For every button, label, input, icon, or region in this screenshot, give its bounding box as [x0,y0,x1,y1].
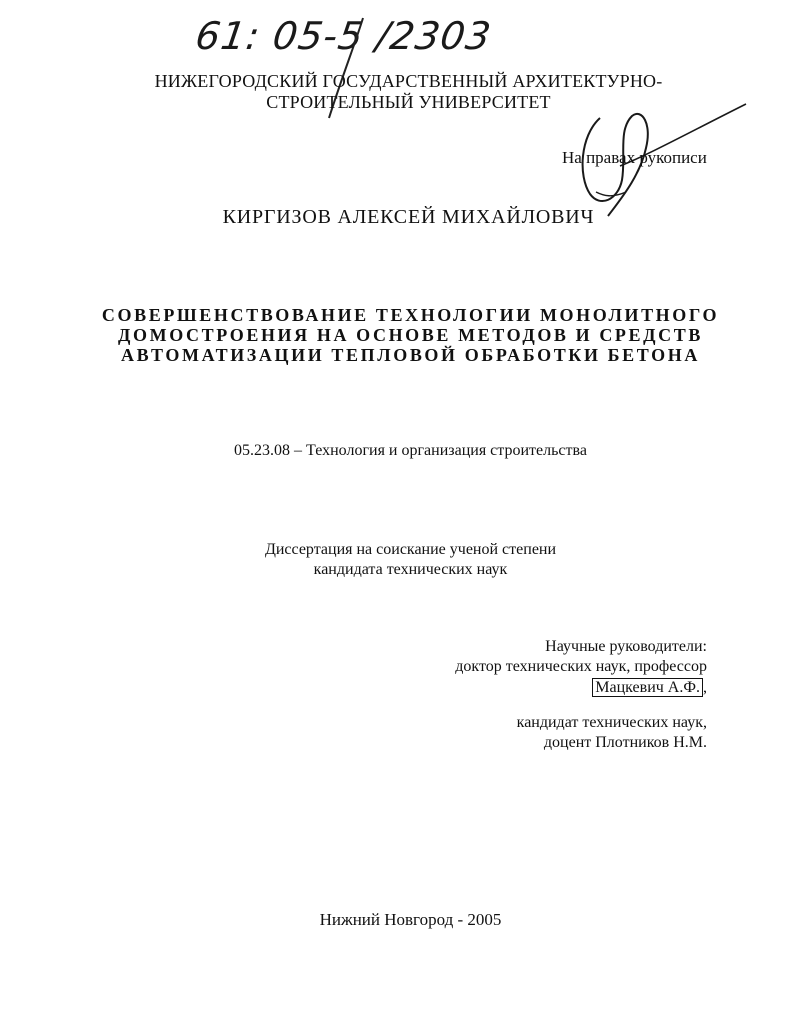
handwritten-archive-number: 61: 05-5 /2303 [192,14,495,58]
university-name-line-2: СТРОИТЕЛЬНЫЙ УНИВЕРСИТЕТ [266,92,551,112]
thesis-title-line-3: АВТОМАТИЗАЦИИ ТЕПЛОВОЙ ОБРАБОТКИ БЕТОНА [121,345,700,365]
second-supervisor-title: кандидат технических наук, [516,714,707,731]
specialty-code: 05.23.08 – Технология и организация строительства [234,442,587,459]
second-supervisor-name: доцент Плотников Н.М. [543,734,707,751]
thesis-title-line-1: СОВЕРШЕНСТВОВАНИЕ ТЕХНОЛОГИИ МОНОЛИТНОГО [101,305,720,325]
thesis-title-line-2: ДОМОСТРОЕНИЯ НА ОСНОВЕ МЕТОДОВ И СРЕДСТВ [118,325,703,345]
dissertation-degree-line-1: Диссертация на соискание ученой степени [264,541,557,558]
first-supervisor [592,678,707,698]
university-name-line-1: НИЖЕГОРОДСКИЙ ГОСУДАРСТВЕННЫЙ АРХИТЕКТУРНО- [154,71,663,91]
first-supervisor-suffix: , [703,679,707,696]
author-name: КИРГИЗОВ АЛЕКСЕЙ МИХАЙЛОВИЧ [222,206,595,228]
first-supervisor-name: Мацкевич А.Ф. [592,678,703,697]
city-and-year: Нижний Новгород - 2005 [319,910,502,929]
first-supervisor-title: доктор технических наук, профессор [455,658,707,675]
manuscript-rights-note: На правах рукописи [562,148,707,167]
supervisors-heading: Научные руководители: [545,638,707,655]
dissertation-degree-line-2: кандидата технических наук [313,561,508,578]
